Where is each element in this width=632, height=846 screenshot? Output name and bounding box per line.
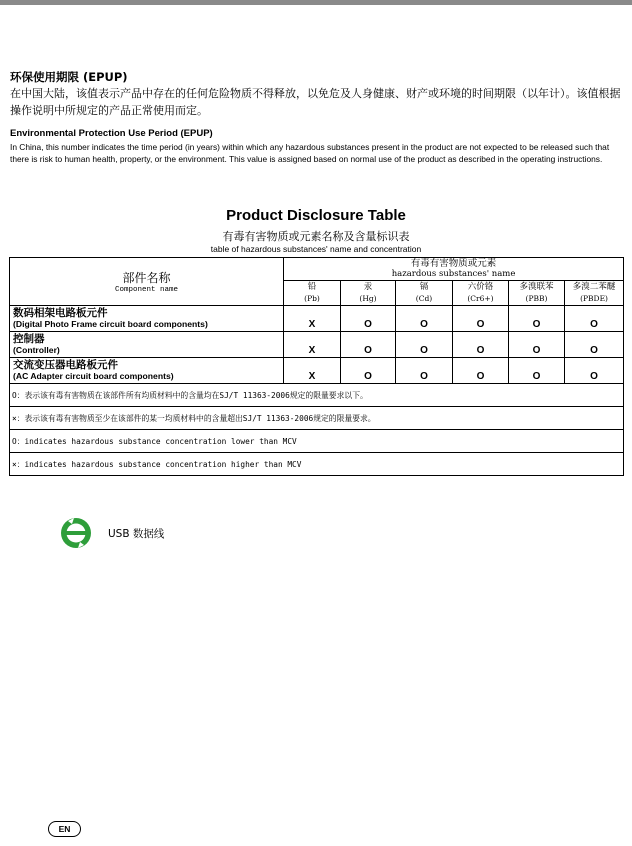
mark-cell: O	[453, 306, 509, 332]
table-row	[10, 306, 624, 332]
epup-recycle-icon	[58, 515, 94, 551]
component-header-en: Component name	[114, 286, 178, 294]
hazard-group-header	[284, 258, 624, 281]
mark-cell: O	[341, 332, 396, 358]
disclosure-subtitle-en: table of hazardous substances' name and concentration	[210, 244, 422, 254]
component-header	[10, 258, 284, 306]
mark-cell: O	[509, 332, 565, 358]
mark-cell: O	[396, 306, 453, 332]
mark-cell: O	[509, 358, 565, 384]
legend-note-zh-x: ×：表示该有毒有害物质至少在该部件的某一均质材料中的含量超出SJ/T 11363-2006规定的限量要求。	[10, 407, 624, 430]
usb-cable-label: USB 数据线	[108, 527, 165, 540]
epup-body-en: In China, this number indicates the time period (in years) within which any hazardous substances present in the product are not expected to be released such that there is risk to human health, property, or the environment. This value is assigned based on normal use of the product as described in the operating instructions.	[10, 142, 610, 164]
component-cell: 交流变压器电路板元件 (AC Adapter circuit board components)	[10, 358, 284, 384]
language-badge: EN	[48, 821, 81, 837]
mark-cell: O	[341, 358, 396, 384]
legend-note-en-x: ×：indicates hazardous substance concentration higher than MCV	[10, 453, 624, 476]
component-cell: 数码相架电路板元件 (Digital Photo Frame circuit board components)	[10, 306, 284, 332]
legend-note-en-o: O：indicates hazardous substance concentration lower than MCV	[10, 430, 624, 453]
substance-header-cd: 镉 (Cd)	[396, 281, 453, 306]
disclosure-subtitle-zh: 有毒有害物质或元素名称及含量标识表	[222, 230, 410, 243]
hazard-group-zh: 有毒有害物质或元素	[410, 258, 497, 269]
epup-title-zh: 环保使用期限 (EPUP)	[10, 70, 128, 84]
substance-header-pb: 铅 (Pb)	[284, 281, 341, 306]
disclosure-table-title: Product Disclosure Table	[226, 207, 406, 224]
mark-cell: O	[509, 306, 565, 332]
mark-cell: O	[453, 332, 509, 358]
disclosure-table	[9, 257, 624, 476]
mark-cell: O	[565, 306, 624, 332]
mark-cell: X	[284, 306, 341, 332]
mark-cell: O	[453, 358, 509, 384]
substance-header-pbde: 多溴二苯醚 (PBDE)	[565, 281, 624, 306]
substance-header-cr6: 六价铬 (Cr6+)	[453, 281, 509, 306]
epup-title-en: Environmental Protection Use Period (EPUP)	[10, 128, 213, 139]
table-row	[10, 332, 624, 358]
mark-cell: O	[396, 358, 453, 384]
mark-cell: X	[284, 332, 341, 358]
table-row	[10, 358, 624, 384]
legend-note-zh-o: O：表示该有毒有害物质在该部件所有均质材料中的含量均在SJ/T 11363-2006规定的限量要求以下。	[10, 384, 624, 407]
hazard-group-en: hazardous substances' name	[391, 269, 516, 279]
mark-cell: O	[565, 358, 624, 384]
mark-cell: X	[284, 358, 341, 384]
usb-cable-entry	[58, 515, 164, 551]
substance-header-hg: 汞 (Hg)	[341, 281, 396, 306]
mark-cell: O	[341, 306, 396, 332]
page-top-bar	[0, 0, 632, 5]
epup-body-zh: 在中国大陆，该值表示产品中存在的任何危险物质不得释放，以免危及人身健康、财产或环境的时间期限（以年计）。该值根据操作说明中所规定的产品正常使用而定。	[10, 87, 621, 117]
mark-cell: O	[565, 332, 624, 358]
substance-header-pbb: 多溴联苯 (PBB)	[509, 281, 565, 306]
mark-cell: O	[396, 332, 453, 358]
component-cell: 控制器 (Controller)	[10, 332, 284, 358]
component-header-zh: 部件名称	[122, 271, 171, 285]
